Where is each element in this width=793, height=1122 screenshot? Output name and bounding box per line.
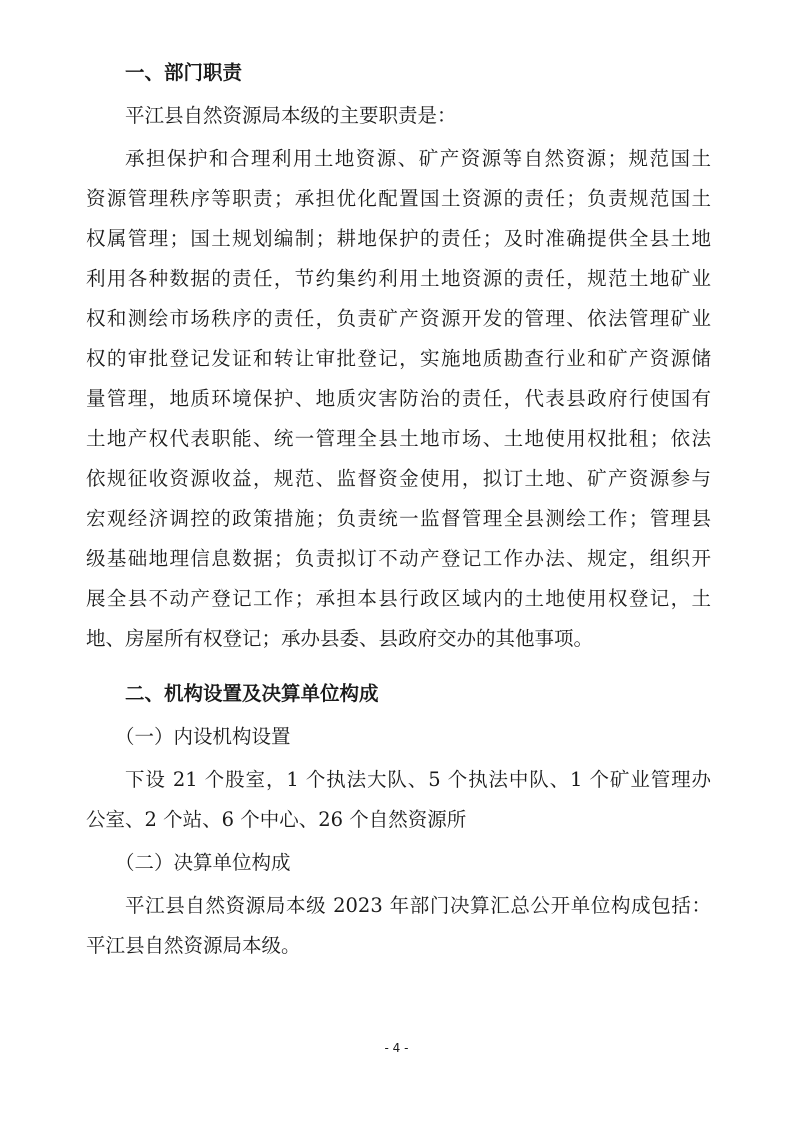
paragraph-line: 资源管理秩序等职责；承担优化配置国土资源的责任；负责规范国土: [86, 187, 711, 210]
paragraph-line: 平江县自然资源局本级 2023 年部门决算汇总公开单位构成包括：: [125, 894, 711, 917]
paragraph-line: 权的审批登记发证和转让审批登记，实施地质勘查行业和矿产资源储: [86, 347, 711, 370]
section-2-heading: 二、机构设置及决算单位构成: [125, 682, 379, 705]
paragraph-line: 依规征收资源收益，规范、监督资金使用，拟订土地、矿产资源参与: [86, 467, 711, 490]
paragraph-line: 平江县自然资源局本级。: [86, 934, 301, 957]
paragraph-line: 承担保护和合理利用土地资源、矿产资源等自然资源；规范国土: [125, 147, 711, 170]
page-number: - 4 -: [384, 1041, 409, 1055]
section-1-heading: 一、部门职责: [125, 61, 243, 84]
paragraph-line: 展全县不动产登记工作；承担本县行政区域内的土地使用权登记，土: [86, 587, 711, 610]
paragraph-line: 下设 21 个股室，1 个执法大队、5 个执法中队、1 个矿业管理办: [125, 768, 711, 791]
section-1-intro: 平江县自然资源局本级的主要职责是：: [125, 104, 457, 127]
paragraph-line: 公室、2 个站、6 个中心、26 个自然资源所: [86, 808, 467, 831]
paragraph-line: 量管理，地质环境保护、地质灾害防治的责任，代表县政府行使国有: [86, 387, 711, 410]
paragraph-line: 地、房屋所有权登记；承办县委、县政府交办的其他事项。: [86, 627, 594, 650]
paragraph-line: 级基础地理信息数据；负责拟订不动产登记工作办法、规定，组织开: [86, 547, 711, 570]
paragraph-line: 土地产权代表职能、统一管理全县土地市场、土地使用权批租；依法: [86, 427, 711, 450]
paragraph-line: 权和测绘市场秩序的责任，负责矿产资源开发的管理、依法管理矿业: [86, 307, 711, 330]
subsection-1-title: （一）内设机构设置: [115, 725, 291, 748]
subsection-2-title: （二）决算单位构成: [115, 851, 291, 874]
paragraph-line: 权属管理；国土规划编制；耕地保护的责任；及时准确提供全县土地: [86, 227, 711, 250]
paragraph-line: 利用各种数据的责任，节约集约利用土地资源的责任，规范土地矿业: [86, 267, 711, 290]
paragraph-line: 宏观经济调控的政策措施；负责统一监督管理全县测绘工作；管理县: [86, 507, 711, 530]
